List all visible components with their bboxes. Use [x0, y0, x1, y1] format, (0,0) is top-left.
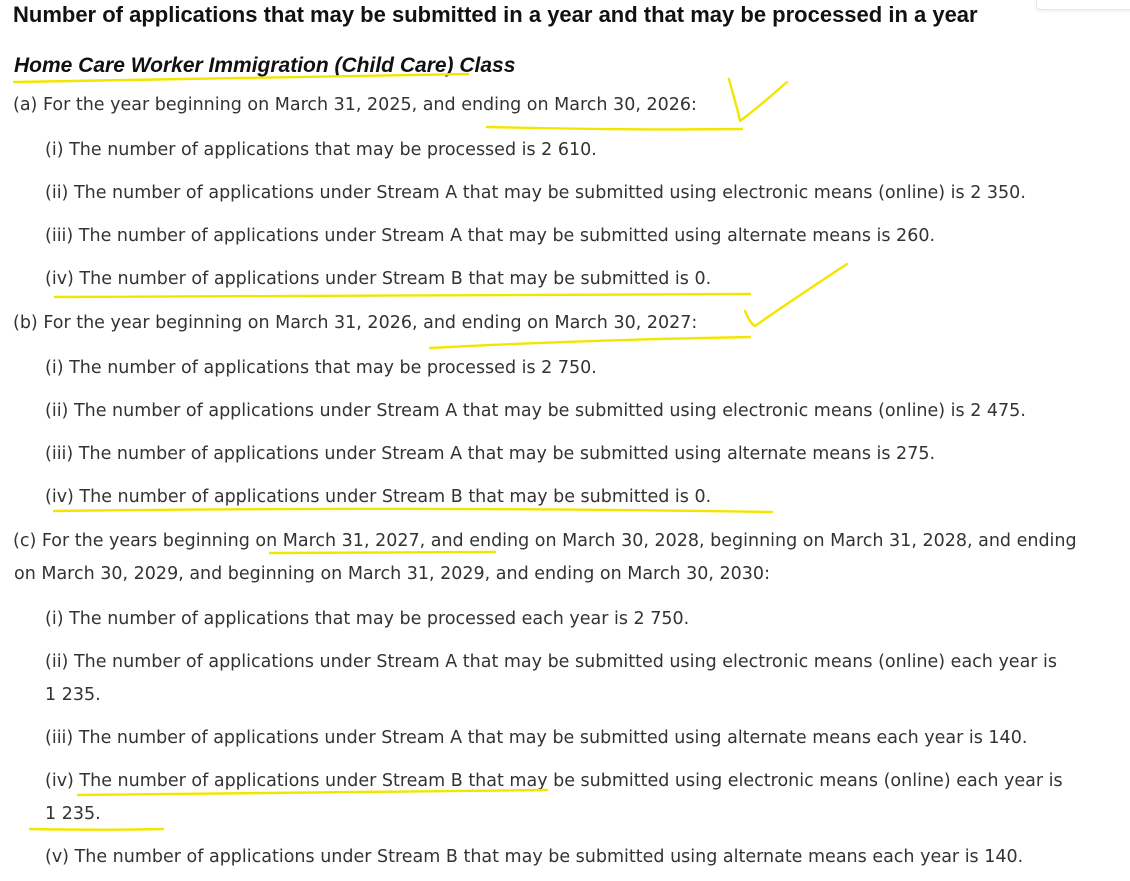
section-c-item-ii: (ii) The number of applications under Stream A that may be submitted using electronic means (online) each year is [45, 652, 1058, 672]
section-a-intro: (a) For the year beginning on March 31, 2025, and ending on March 30, 2026: [13, 95, 697, 115]
section-c-item-i: (i) The number of applications that may be processed each year is 2 750. [45, 609, 690, 629]
section-c-date-underline [270, 552, 495, 553]
section-a-item-iv: (iv) The number of applications under Stream B that may be submitted is 0. [45, 269, 712, 289]
section-b-item-iv: (iv) The number of applications under Stream B that may be submitted is 0. [45, 487, 712, 507]
section-c-item-ii-cont: 1 235. [45, 685, 101, 705]
section-b-checkmark [745, 264, 847, 326]
section-c-item-iii: (iii) The number of applications under Stream A that may be submitted using alternate means each year is 140. [45, 728, 1028, 748]
section-b-iv-underline [54, 509, 772, 512]
section-c-item-iv: (iv) The number of applications under Stream B that may be submitted using electronic means (online) each year is [45, 771, 1063, 791]
section-b-intro: (b) For the year beginning on March 31, 2026, and ending on March 30, 2027: [13, 313, 698, 333]
section-a-item-i: (i) The number of applications that may be processed is 2 610. [45, 140, 597, 160]
section-c-item-iv-cont: 1 235. [45, 804, 101, 824]
section-b-item-iii: (iii) The number of applications under Stream A that may be submitted using alternate means is 275. [45, 444, 936, 464]
section-a-iv-underline [55, 294, 750, 297]
section-c-item-v: (v) The number of applications under Stream B that may be submitted using alternate means each year is 140. [45, 847, 1024, 867]
section-b-item-i: (i) The number of applications that may be processed is 2 750. [45, 358, 597, 378]
section-c-intro-line2: on March 30, 2029, and beginning on March 31, 2029, and ending on March 30, 2030: [14, 564, 770, 584]
page-title: Number of applications that may be submitted in a year and that may be processed in a year [13, 2, 978, 27]
section-b-date-underline [430, 337, 750, 348]
top-right-card-edge [1036, 0, 1130, 10]
section-c-iv-cont-underline [30, 829, 163, 830]
section-a-date-underline [487, 127, 742, 129]
section-a-checkmark [729, 79, 787, 121]
class-subheading: Home Care Worker Immigration (Child Care) Class [14, 54, 516, 77]
section-a-item-ii: (ii) The number of applications under Stream A that may be submitted using electronic means (online) is 2 350. [45, 183, 1026, 203]
section-a-item-iii: (iii) The number of applications under Stream A that may be submitted using alternate means is 260. [45, 226, 936, 246]
section-c-intro-line1: (c) For the years beginning on March 31, 2027, and ending on March 30, 2028, beginning on March 31, 2028, and ending [13, 531, 1077, 551]
section-b-item-ii: (ii) The number of applications under Stream A that may be submitted using electronic means (online) is 2 475. [45, 401, 1026, 421]
